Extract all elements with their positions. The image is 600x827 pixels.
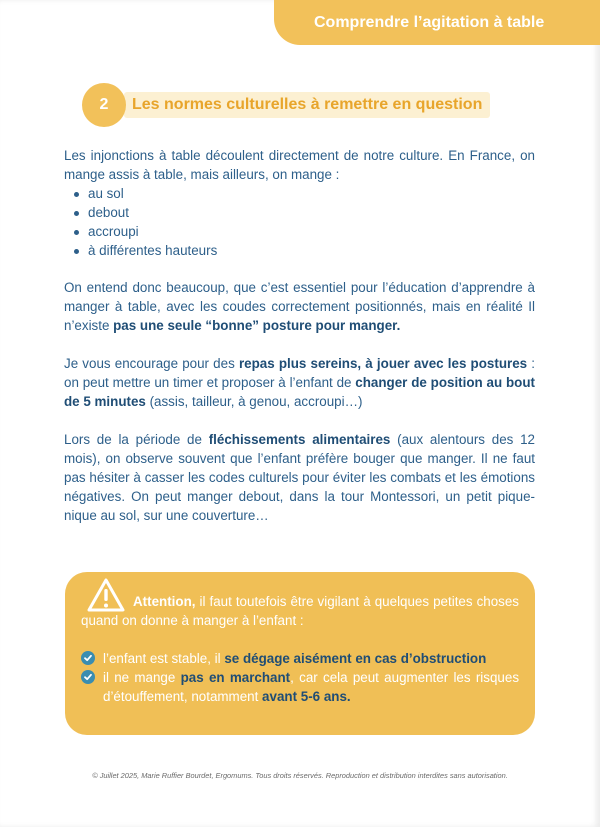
text-run: : on peut mettre un timer et proposer à l’enfant de <box>64 356 535 391</box>
list-item: à différentes hauteurs <box>64 242 535 261</box>
text-run: l’enfant est stable, il <box>103 651 225 666</box>
text-run: Je vous encourage pour des <box>64 356 239 372</box>
emphasis: repas plus sereins, à jouer avec les postures <box>238 356 528 372</box>
warning-label: Attention, <box>133 594 196 609</box>
warning-triangle-icon <box>86 577 126 613</box>
check-circle-icon <box>81 670 95 684</box>
check-text <box>103 649 486 668</box>
check-circle-icon <box>81 651 95 665</box>
check-item <box>81 668 519 706</box>
paragraph-intro: Les injonctions à table découlent directement de notre culture. En France, on mange assis à table, mais ailleurs, on mange : <box>64 148 535 182</box>
posture-list <box>64 185 535 261</box>
text-run: On entend donc beaucoup, que c’est essentiel pour l’éducation d’apprendre à manger à table, avec les coudes correctement positionnés, mais en réalité Il n’existe <box>64 280 535 334</box>
footer-copyright: © Juillet 2025, Marie Ruffier Bourdet, Ergomums. Tous droits réservés. Reproduction et distribution interdites sans autorisation. <box>92 771 508 780</box>
emphasis: se dégage aisément en cas d’obstruction <box>224 651 487 666</box>
text-run: , car cela peut augmenter les risques d’étouffement, notamment <box>103 670 520 704</box>
check-item <box>81 649 519 668</box>
list-item: au sol <box>64 185 535 204</box>
paragraph-encourage <box>64 355 535 412</box>
paragraph-flechissements <box>64 431 535 526</box>
header-title: Comprendre l’agitation à table <box>314 13 545 31</box>
text-run: (aux alentours des 12 mois), on observe souvent que l’enfant préfère bouger que manger. Il ne faut pas hésiter à casser les codes culturels pour éviter les combats et les émotions négatives. On peut manger debout, dans la tour Montessori, un petit pique-nique au sol, sur une couverture… <box>64 431 535 523</box>
emphasis: changer de position au bout de 5 minutes <box>64 375 535 409</box>
warning-box <box>65 572 535 735</box>
emphasis: pas une seule “bonne” posture pour manger. <box>113 318 401 334</box>
emphasis: pas en marchant <box>180 670 291 685</box>
main-content <box>64 147 535 525</box>
paragraph-posture <box>64 279 535 336</box>
emphasis: fléchissements alimentaires <box>208 431 391 447</box>
header-tab <box>274 0 600 45</box>
text-run: il ne mange <box>103 670 181 685</box>
text-run: (assis, tailleur, à genou, accroupi…) <box>145 393 363 409</box>
text-run: Lors de la période de <box>64 431 209 447</box>
check-text <box>103 668 519 706</box>
section-heading <box>82 84 490 126</box>
emphasis: avant 5-6 ans. <box>262 689 351 704</box>
warning-text <box>81 592 519 630</box>
section-number-badge: 2 <box>82 83 126 127</box>
list-item: debout <box>64 204 535 223</box>
text-run: il faut toutefois être vigilant à quelques petites choses quand on donne à manger à l’enfant : <box>81 594 519 628</box>
section-title: Les normes culturelles à remettre en question <box>124 92 490 118</box>
list-item: accroupi <box>64 223 535 242</box>
